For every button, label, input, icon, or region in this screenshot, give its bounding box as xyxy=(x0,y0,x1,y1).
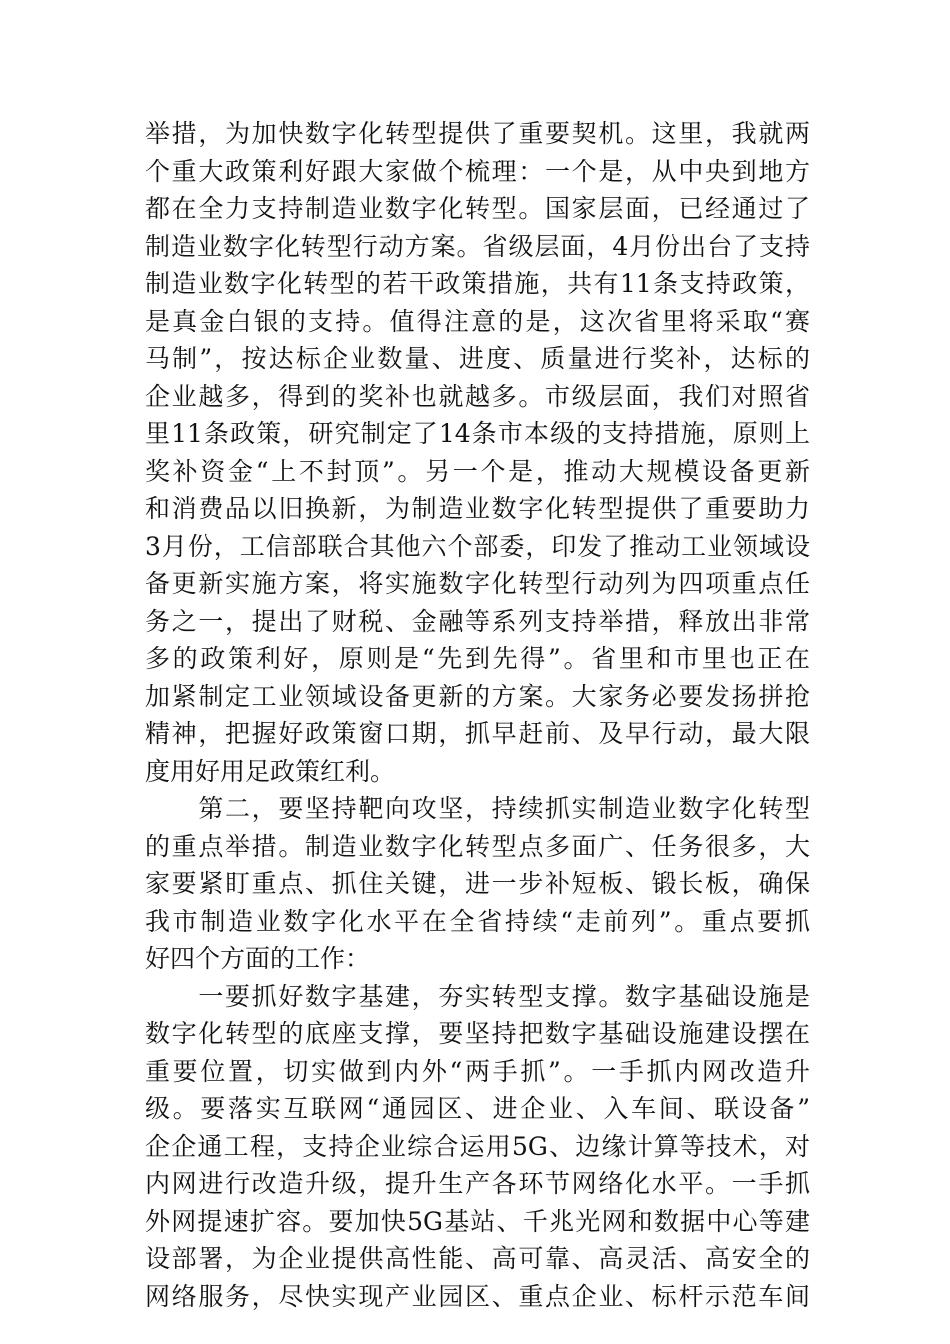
body-text xyxy=(145,115,810,1315)
text-line: 3月份，工信部联合其他六个部委，印发了推动工业领域设 xyxy=(145,531,810,561)
text-line: 马制”，按达标企业数量、进度、质量进行奖补，达标的 xyxy=(145,344,810,373)
text-line: 我市制造业数字化水平在全省持续“走前列”。重点要抓 xyxy=(145,906,810,936)
text-line: 内网进行改造升级，提升生产各环节网络化水平。一手抓 xyxy=(145,1169,810,1198)
text-line: 备更新实施方案，将实施数字化转型行动列为四项重点任 xyxy=(145,569,810,598)
text-line: 多的政策利好，原则是“先到先得”。省里和市里也正在 xyxy=(145,644,810,673)
text-line: 级。要落实互联网“通园区、进企业、入车间、联设备” xyxy=(145,1094,810,1123)
text-line: 制造业数字化转型的若干政策措施，共有11条支持政策， xyxy=(145,269,810,298)
text-line: 家要紧盯重点、抓住关键，进一步补短板、锻长板，确保 xyxy=(145,869,810,898)
text-line: 一要抓好数字基建，夯实转型支撑。数字基础设施是 xyxy=(145,981,810,1011)
text-line: 精神，把握好政策窗口期，抓早赶前、及早行动，最大限 xyxy=(145,719,810,748)
text-line: 重要位置，切实做到内外“两手抓”。一手抓内网改造升 xyxy=(145,1056,810,1086)
text-line: 务之一，提出了财税、金融等系列支持举措，释放出非常 xyxy=(145,606,810,636)
text-line: 企企通工程，支持企业综合运用5G、边缘计算等技术，对 xyxy=(145,1131,810,1161)
text-line: 网络服务，尽快实现产业园区、重点企业、标杆示范车间 xyxy=(145,1281,810,1311)
text-line: 奖补资金“上不封顶”。另一个是，推动大规模设备更新 xyxy=(145,456,810,486)
paragraph-end-line: 度用好用足政策红利。 xyxy=(145,756,396,786)
text-line: 是真金白银的支持。值得注意的是，这次省里将采取“赛 xyxy=(145,306,810,336)
text-line: 和消费品以旧换新，为制造业数字化转型提供了重要助力 xyxy=(145,494,810,523)
text-line: 加紧制定工业领域设备更新的方案。大家务必要发扬拼抢 xyxy=(145,681,810,711)
text-line: 举措，为加快数字化转型提供了重要契机。这里，我就两 xyxy=(145,119,810,148)
text-line: 个重大政策利好跟大家做个梳理：一个是，从中央到地方 xyxy=(145,156,810,186)
text-line: 企业越多，得到的奖补也就越多。市级层面，我们对照省 xyxy=(145,381,810,411)
text-line: 制造业数字化转型行动方案。省级层面，4月份出台了支持 xyxy=(145,231,810,261)
text-line: 里11条政策，研究制定了14条市本级的支持措施，原则上 xyxy=(145,419,810,448)
text-line: 都在全力支持制造业数字化转型。国家层面，已经通过了 xyxy=(145,194,810,223)
paragraph-end-line: 好四个方面的工作： xyxy=(145,944,371,973)
text-line: 设部署，为企业提供高性能、高可靠、高灵活、高安全的 xyxy=(145,1244,810,1273)
text-line: 的重点举措。制造业数字化转型点多面广、任务很多，大 xyxy=(145,831,810,861)
text-line: 数字化转型的底座支撑，要坚持把数字基础设施建设摆在 xyxy=(145,1019,810,1048)
text-line: 第二，要坚持靶向攻坚，持续抓实制造业数字化转型 xyxy=(145,794,810,823)
text-line: 外网提速扩容。要加快5G基站、千兆光网和数据中心等建 xyxy=(145,1206,810,1236)
